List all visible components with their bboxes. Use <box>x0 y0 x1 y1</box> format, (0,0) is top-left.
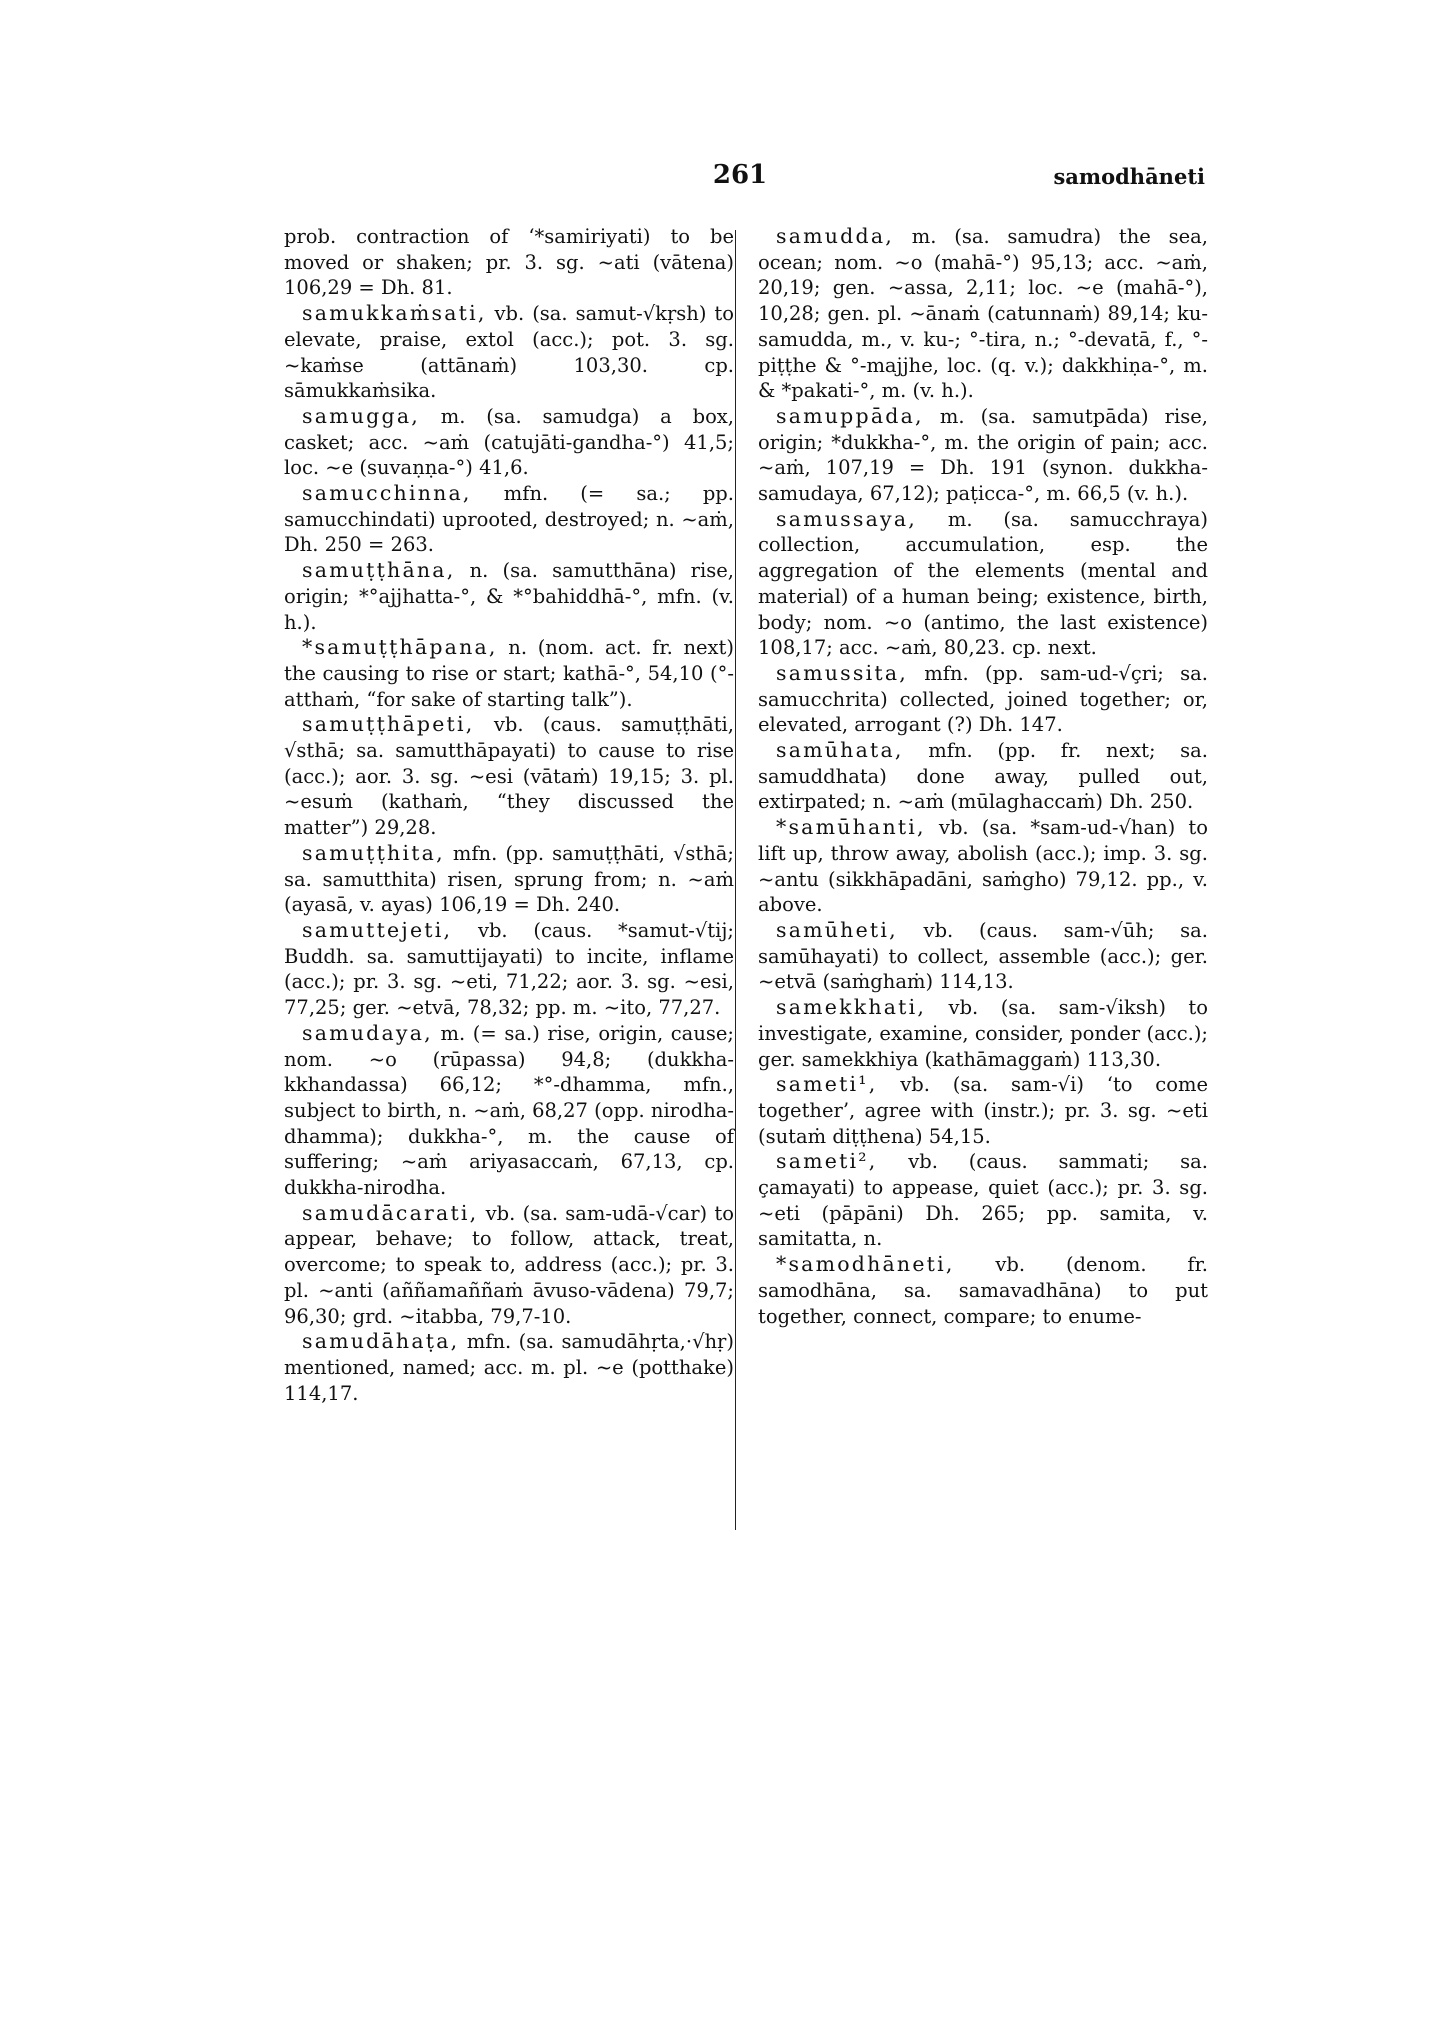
dictionary-entry <box>284 404 734 481</box>
dictionary-entry <box>284 481 734 558</box>
dictionary-entry <box>284 712 734 841</box>
dictionary-entry <box>758 815 1208 918</box>
entry-headword: sameti¹, <box>776 1072 878 1097</box>
entry-body: vb. (sa. sam-√iksh) to investigate, examine, consider, ponder (acc.); ger. samekkhiya (kathāmaggaṁ) 113,30. <box>758 996 1208 1071</box>
entry-body: mfn. (sa. samudāhṛta,·√hṛ) mentioned, named; acc. m. pl. ~e (potthake) 114,17. <box>284 1330 734 1405</box>
entry-headword: sameti², <box>776 1149 878 1174</box>
entry-headword: samussita, <box>776 660 908 685</box>
entry-body: mfn. (pp. fr. next; sa. samuddhata) done away, pulled out, extirpated; n. ~aṁ (mūlaghaccaṁ) Dh. 250. <box>758 739 1208 814</box>
entry-body: m. (= sa.) rise, origin, cause; nom. ~o (rūpassa) 94,8; (dukkha-kkhandassa) 66,12; *°-dhamma, mfn., subject to birth, n. ~aṁ, 68,27 (opp. nirodha-dhamma); dukkha-°, m. the cause of suffering; ~aṁ ariyasaccaṁ, 67,13, cp. dukkha-nirodha. <box>284 1021 734 1200</box>
dictionary-entry <box>284 1021 734 1201</box>
entry-body: n. (sa. samutthāna) rise, origin; *°ajjhatta-°, & *°bahiddhā-°, mfn. (v. h.). <box>284 559 734 634</box>
entry-body: vb. (sa. sam-√i) ‘to come together’, agree with (instr.); pr. 3. sg. ~eti (sutaṁ diṭṭhena) 54,15. <box>758 1073 1208 1148</box>
dictionary-entry <box>758 224 1208 404</box>
entry-body: prob. contraction of ‘*samiriyati) to be moved or shaken; pr. 3. sg. ~ati (vātena) 106,29 = Dh. 81. <box>284 225 734 300</box>
entry-headword: samuṭṭhāna, <box>302 558 456 583</box>
dictionary-entry <box>758 507 1208 661</box>
entry-body: mfn. (= sa.; pp. samucchindati) uprooted, destroyed; n. ~aṁ, Dh. 250 = 263. <box>284 482 734 557</box>
dictionary-entry <box>758 1252 1208 1329</box>
entry-headword: samudācarati, <box>302 1200 479 1225</box>
entry-body: vb. (caus. sam-√ūh; sa. samūhayati) to collect, assemble (acc.); ger. ~etvā (saṁghaṁ) 114,13. <box>758 918 1208 994</box>
dictionary-entry <box>758 995 1208 1072</box>
entry-body: m. (sa. samudra) the sea, ocean; nom. ~o (mahā-°) 95,13; acc. ~aṁ, 20,19; gen. ~assa, 2,11; loc. ~e (mahā-°), 10,28; gen. pl. ~ānaṁ (catunnaṁ) 89,14; ku-samudda, m., v. ku-; °-tira, n.; °-devatā, f., °-piṭṭhe & °-majjhe, loc. (q. v.); dakkhiṇa-°, m. & *pakati-°, m. (v. h.). <box>758 225 1208 403</box>
entry-body: m. (sa. samucchraya) collection, accumulation, esp. the aggregation of the elements (mental and material) of a human being; existence, birth, body; nom. ~o (antimo, the last existence) 108,17; acc. ~aṁ, 80,23. cp. next. <box>758 507 1208 660</box>
column-divider <box>735 230 736 1530</box>
dictionary-entry <box>758 1072 1208 1149</box>
entry-headword: samugga, <box>302 403 420 428</box>
entry-body: vb. (caus. sammati; sa. çamayati) to appease, quiet (acc.); pr. 3. sg. ~eti (pāpāni) Dh. 265; pp. samita, v. samitatta, n. <box>758 1150 1208 1251</box>
dictionary-entry <box>284 918 734 1021</box>
entry-headword: samucchinna, <box>302 481 472 506</box>
entry-headword: samussaya, <box>776 506 917 531</box>
entry-body: vb. (denom. fr. samodhāna, sa. samavadhāna) to put together, connect, compare; to enume- <box>758 1253 1208 1328</box>
entry-headword: samudāhaṭa, <box>302 1329 460 1354</box>
dictionary-entry <box>284 224 734 301</box>
entry-headword: samekkhati, <box>776 995 927 1020</box>
dictionary-entry <box>284 635 734 712</box>
entry-headword: samuṭṭhāpeti, <box>302 712 475 737</box>
page-number: 261 <box>712 160 768 190</box>
dictionary-entry <box>284 841 734 918</box>
dictionary-entry <box>284 558 734 635</box>
dictionary-entry <box>284 1329 734 1406</box>
entry-headword: *samuṭṭhāpana, <box>302 635 498 660</box>
right-column <box>758 224 1208 1329</box>
entry-headword: samuttejeti, <box>302 917 453 942</box>
dictionary-entry <box>758 404 1208 507</box>
entry-body: vb. (sa. *sam-ud-√han) to lift up, throw away, abolish (acc.); imp. 3. sg. ~antu (sikkhāpadāni, saṁgho) 79,12. pp., v. above. <box>758 816 1208 917</box>
dictionary-entry <box>758 1149 1208 1252</box>
dictionary-entry <box>758 661 1208 738</box>
entry-body: mfn. (pp. sam-ud-√çri; sa. samucchrita) collected, joined together; or, elevated, arrogant (?) Dh. 147. <box>758 661 1208 737</box>
entry-headword: samūheti, <box>776 917 898 942</box>
entry-body: mfn. (pp. samuṭṭhāti, √sthā; sa. samutthita) risen, sprung from; n. ~aṁ (ayasā, v. ayas) 106,19 = Dh. 240. <box>284 841 734 917</box>
entry-headword: samuṭṭhita, <box>302 840 445 865</box>
entry-body: n. (nom. act. fr. next) the causing to rise or start; kathā-°, 54,10 (°-atthaṁ, “for sake of starting talk”). <box>284 636 734 711</box>
entry-body: m. (sa. samutpāda) rise, origin; *dukkha-°, m. the origin of pain; acc. ~aṁ, 107,19 = Dh. 191 (synon. dukkha-samudaya, 67,12); paṭicca-°, m. 66,5 (v. h.). <box>758 404 1208 506</box>
running-head: samodhāneti <box>1053 164 1205 189</box>
entry-headword: samudaya, <box>302 1020 433 1045</box>
entry-body: m. (sa. samudga) a box, casket; acc. ~aṁ (catujāti-gandha-°) 41,5; loc. ~e (suvaṇṇa-°) 41,6. <box>284 404 734 480</box>
dictionary-entry <box>284 301 734 404</box>
entry-body: vb. (sa. samut-√kṛsh) to elevate, praise, extol (acc.); pot. 3. sg. ~kaṁse (attānaṁ) 103,30. cp. sāmukkaṁsika. <box>284 302 734 403</box>
dictionary-entry <box>284 1201 734 1330</box>
entry-body: vb. (caus. *samut-√tij; Buddh. sa. samuttijayati) to incite, inflame (acc.); pr. 3. sg. ~eti, 71,22; aor. 3. sg. ~esi, 77,25; ger. ~etvā, 78,32; pp. m. ~ito, 77,27. <box>284 918 734 1020</box>
entry-body: vb. (caus. samuṭṭhāti, √sthā; sa. samutthāpayati) to cause to rise (acc.); aor. 3. sg. ~esi (vātaṁ) 19,15; 3. pl. ~esuṁ (kathaṁ, “they discussed the matter”) 29,28. <box>284 713 734 840</box>
entry-headword: *samūhanti, <box>776 815 926 840</box>
entry-headword: samukkaṁsati, <box>302 301 487 326</box>
entry-headword: samūhata, <box>776 738 904 763</box>
left-column <box>284 224 734 1406</box>
dictionary-entry <box>758 918 1208 995</box>
entry-headword: *samodhāneti, <box>776 1252 955 1277</box>
entry-headword: samuppāda, <box>776 403 924 428</box>
dictionary-entry <box>758 738 1208 815</box>
entry-body: vb. (sa. sam-udā-√car) to appear, behave; to follow, attack, treat, overcome; to speak to, address (acc.); pr. 3. pl. ~anti (aññamaññaṁ āvuso-vādena) 79,7; 96,30; grd. ~itabba, 79,7-10. <box>284 1201 734 1328</box>
entry-headword: samudda, <box>776 224 894 248</box>
